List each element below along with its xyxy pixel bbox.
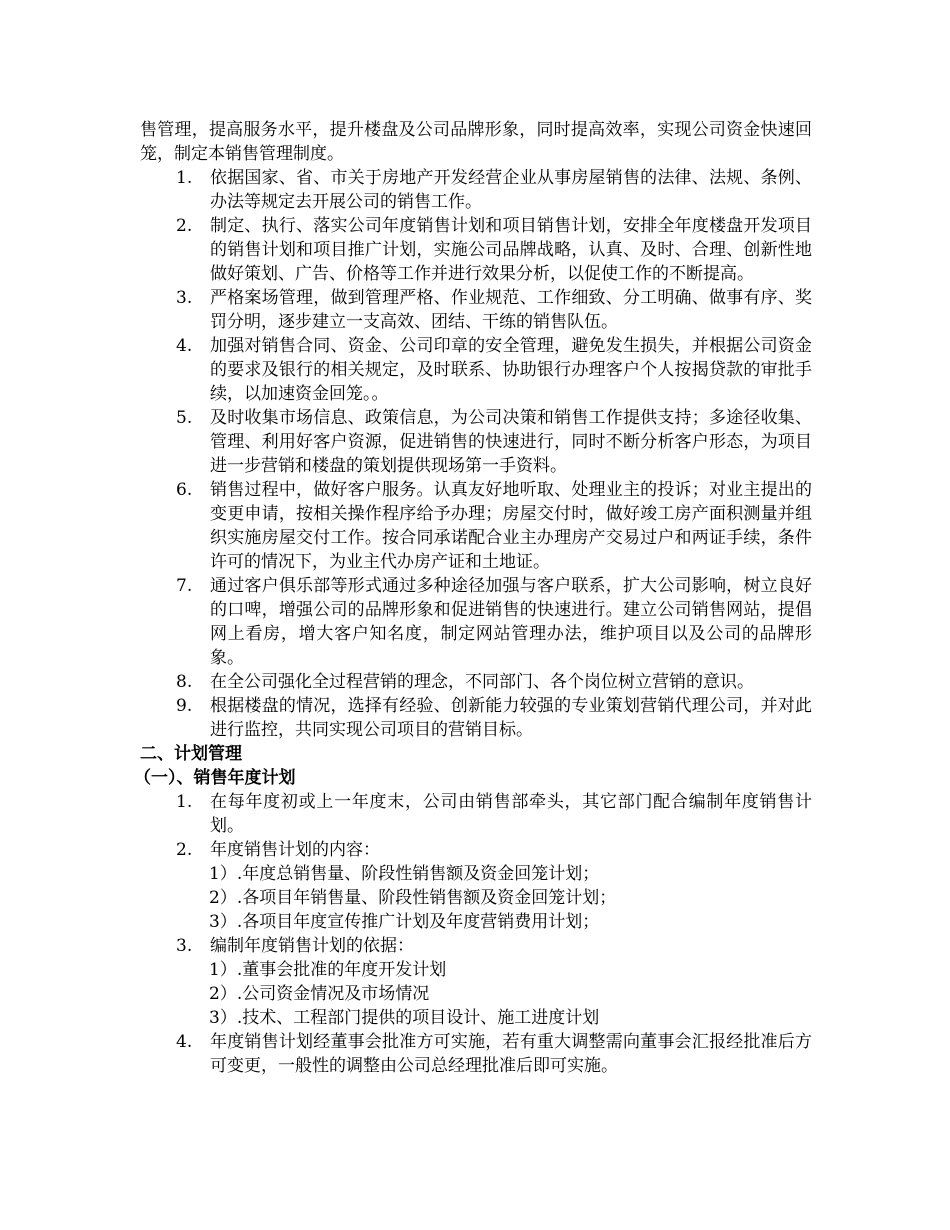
annual-plan-list (140, 790, 812, 1078)
intro-paragraph: 售管理，提高服务水平，提升楼盘及公司品牌形象，同时提高效率，实现公司资金快速回笼，制定本销售管理制度。 (140, 120, 812, 164)
sales-principles-list (140, 166, 812, 742)
sub-list-item: 2）.各项目年销售量、阶段性销售额及资金回笼计划； (209, 888, 617, 908)
list-item (140, 694, 812, 742)
item-text: 年度销售计划的内容： (210, 840, 380, 860)
list-item (140, 790, 812, 838)
item-text: 依据国家、省、市关于房地产开发经营企业从事房屋销售的法律、法规、条例、办法等规定去开展公司的销售工作。 (210, 168, 812, 212)
item-text: 销售过程中，做好客户服务。认真友好地听取、处理业主的投诉；对业主提出的变更申请，按相关操作程序给予办理；房屋交付时，做好竣工房产面积测量并组织实施房屋交付工作。按合同承诺配合业主办理房产交易过户和两证手续，条件许可的情况下，为业主代办房产证和土地证。 (210, 480, 812, 572)
item-number: 6. (176, 480, 193, 500)
list-item (140, 478, 812, 574)
list-item (140, 838, 812, 862)
item-number: 3. (176, 936, 193, 956)
sub-list-item: 1）.董事会批准的年度开发计划 (209, 960, 447, 980)
item-text: 及时收集市场信息、政策信息，为公司决策和销售工作提供支持；多途径收集、管理、利用好客户资源，促进销售的快速进行，同时不断分析客户形态，为项目进一步营销和楼盘的策划提供现场第一手资料。 (210, 408, 812, 476)
list-item (140, 1030, 812, 1078)
list-item (140, 574, 812, 670)
sub-list-item: 3）.技术、工程部门提供的项目设计、施工进度计划 (209, 1008, 600, 1028)
item-text: 制定、执行、落实公司年度销售计划和项目销售计划，安排全年度楼盘开发项目的销售计划和项目推广计划，实施公司品牌战略，认真、及时、合理、创新性地做好策划、广告、价格等工作并进行效果分析，以促使工作的不断提高。 (210, 216, 812, 284)
sub-list-item: 1）.年度总销售量、阶段性销售额及资金回笼计划； (209, 864, 600, 884)
list-item (140, 670, 812, 694)
item-number: 1. (176, 168, 193, 188)
list-item (140, 406, 812, 478)
item-text: 在每年度初或上一年度末，公司由销售部牵头，其它部门配合编制年度销售计划。 (210, 792, 812, 836)
section-heading: 二、计划管理 (140, 744, 242, 764)
item-text: 严格案场管理，做到管理严格、作业规范、工作细致、分工明确、做事有序、奖罚分明，逐步建立一支高效、团结、干练的销售队伍。 (210, 288, 812, 332)
item-text: 在全公司强化全过程营销的理念，不同部门、各个岗位树立营销的意识。 (210, 672, 754, 692)
item-number: 2. (176, 216, 193, 236)
item-text: 根据楼盘的情况，选择有经验、创新能力较强的专业策划营销代理公司，并对此进行监控，共同实现公司项目的营销目标。 (210, 696, 812, 740)
list-item (140, 286, 812, 334)
sub-list-item: 2）.公司资金情况及市场情况 (209, 984, 430, 1004)
list-item (140, 334, 812, 406)
item-number: 3. (176, 288, 193, 308)
item-number: 8. (176, 672, 193, 692)
item-number: 4. (176, 336, 193, 356)
list-item (140, 214, 812, 286)
item-number: 5. (176, 408, 193, 428)
sub-list-item: 3）.各项目年度宣传推广计划及年度营销费用计划； (209, 912, 600, 932)
item-text: 通过客户俱乐部等形式通过多种途径加强与客户联系，扩大公司影响，树立良好的口啤，增强公司的品牌形象和促进销售的快速进行。建立公司销售网站，提倡网上看房，增大客户知名度，制定网站管理办法，维护项目以及公司的品牌形象。 (210, 576, 812, 668)
item-number: 4. (176, 1032, 193, 1052)
item-number: 1. (176, 792, 193, 812)
item-text: 编制年度销售计划的依据： (210, 936, 414, 956)
plan-basis-sublist (140, 958, 812, 1030)
item-text: 加强对销售合同、资金、公司印章的安全管理，避免发生损失，并根据公司资金的要求及银行的相关规定，及时联系、协助银行办理客户个人按揭贷款的审批手续，以加速资金回笼。。 (210, 336, 812, 404)
plan-contents-sublist (140, 862, 812, 934)
document-page (134, 118, 812, 1078)
list-item (140, 934, 812, 958)
list-item (140, 166, 812, 214)
item-number: 9. (176, 696, 193, 716)
item-number: 2. (176, 840, 193, 860)
item-number: 7. (176, 576, 193, 596)
item-text: 年度销售计划经董事会批准方可实施，若有重大调整需向董事会汇报经批准后方可变更，一般性的调整由公司总经理批准后即可实施。 (210, 1032, 812, 1076)
subsection-heading: （一）、销售年度计划 (134, 768, 296, 788)
